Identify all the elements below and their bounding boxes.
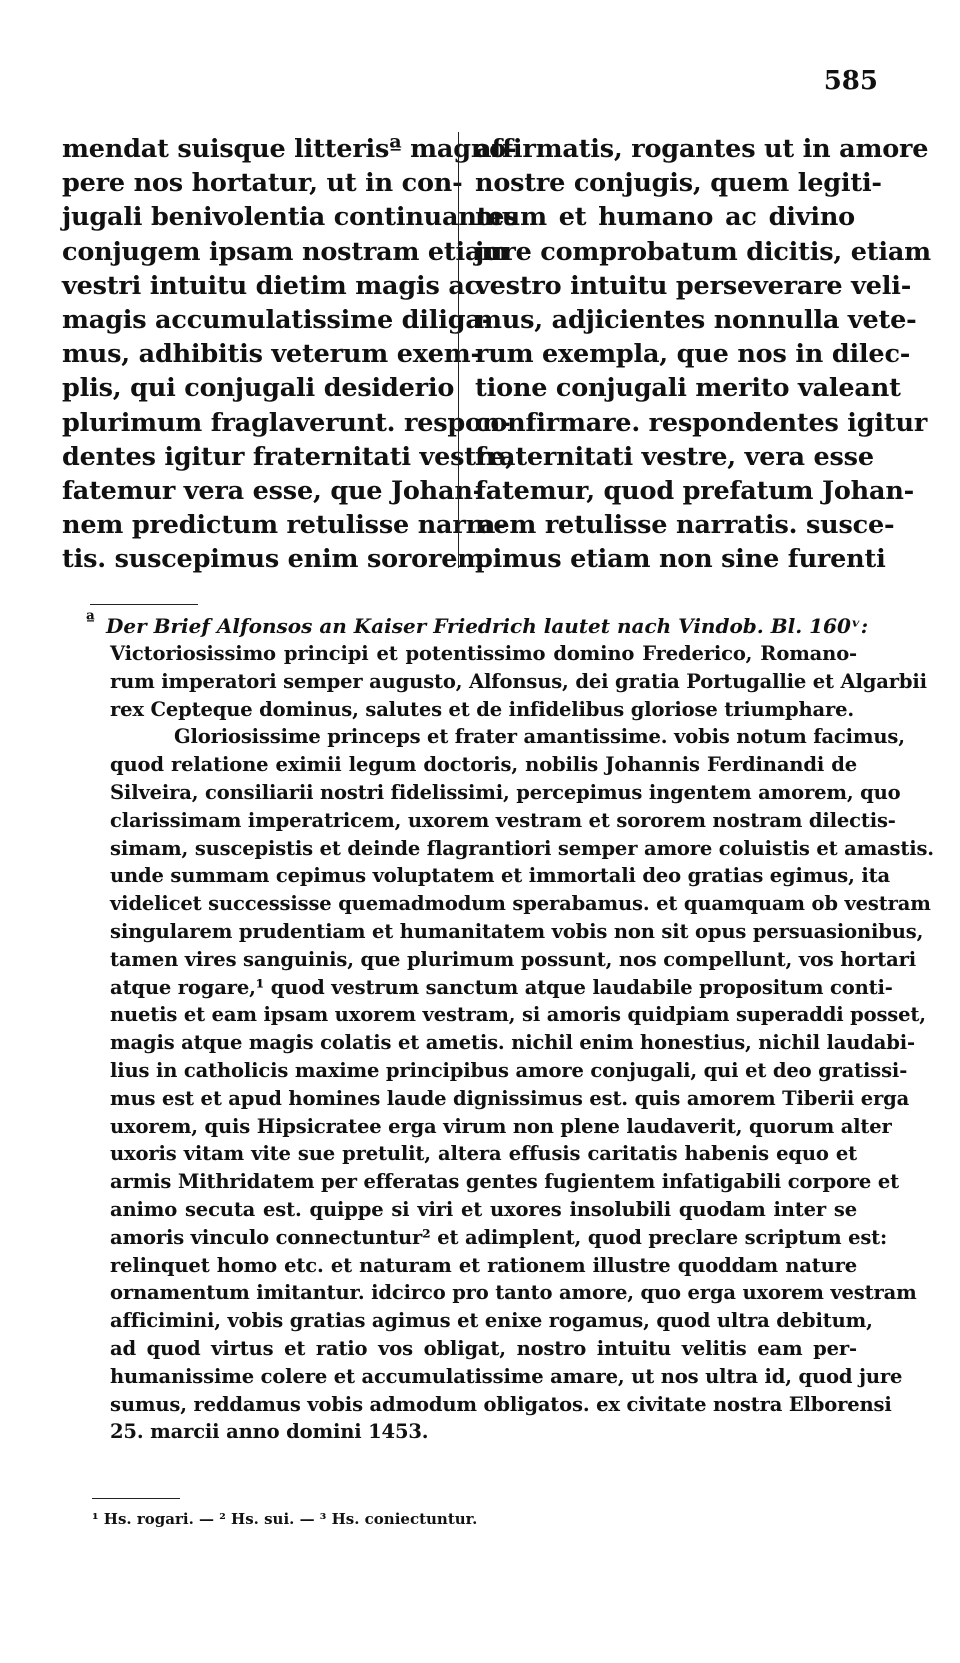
text-line: dentes igitur fraternitati vestre,: [62, 441, 514, 472]
footnote-text: [110, 640, 934, 1446]
text-line: amoris vinculo connectuntur² et adimplent, quod preclare scriptum est:: [110, 1225, 888, 1249]
text-line: mus, adjicientes nonnulla vete-: [475, 305, 917, 336]
text-line: clarissimam imperatricem, uxorem vestram et sororem nostram dilectis-: [110, 808, 896, 832]
left-column: [62, 132, 519, 577]
text-line: vestri intuitu dietim magis ac: [62, 270, 480, 301]
footnote-rule-secondary: [92, 1498, 180, 1499]
text-line: jure comprobatum dicitis, etiam: [475, 236, 931, 267]
text-line: animo secuta est. quippe si viri et uxores insolubili quodam inter se: [110, 1197, 857, 1221]
text-line: atque rogare,¹ quod vestrum sanctum atque laudabile propositum conti-: [110, 975, 893, 999]
text-line: fatemur, quod prefatum Johan-: [475, 476, 915, 507]
text-line: tione conjugali merito valeant: [475, 373, 901, 404]
text-line: Silveira, consiliarii nostri fidelissimi, percepimus ingentem amorem, quo: [110, 780, 901, 804]
text-line: pimus etiam non sine furenti: [475, 544, 886, 575]
text-line: quod relatione eximii legum doctoris, nobilis Johannis Ferdinandi de: [110, 753, 857, 777]
text-line: conjugem ipsam nostram etiam: [62, 236, 509, 267]
text-line: relinquet homo etc. et naturam et rationem illustre quoddam nature: [110, 1253, 857, 1277]
text-line: mus est et apud homines laude dignissimus est. quis amorem Tiberii erga: [110, 1086, 910, 1110]
text-line: lius in catholicis maxime principibus amore conjugali, qui et deo gratissi-: [110, 1058, 908, 1082]
text-line: rex Cepteque dominus, salutes et de infidelibus gloriose triumphare.: [110, 697, 855, 721]
footnote-rule: [90, 604, 198, 605]
text-line: Gloriosissime princeps et frater amantissime. vobis notum facimus,: [174, 725, 905, 749]
text-line: mendat suisque litterisª magno-: [62, 134, 517, 164]
text-line: afficimini, vobis gratias agimus et enixe rogamus, quod ultra debitum,: [110, 1309, 873, 1333]
text-line: magis accumulatissime diliga-: [62, 305, 493, 336]
text-line: rum exempla, que nos in dilec-: [475, 339, 911, 370]
text-line: humanissime colere et accumulatissime amare, ut nos ultra id, quod jure: [110, 1364, 903, 1388]
text-line: fraternitati vestre, vera esse: [475, 441, 874, 472]
text-line: sumus, reddamus vobis admodum obligatos. ex civitate nostra Elborensi: [110, 1392, 892, 1416]
text-line: affirmatis, rogantes ut in amore: [475, 134, 929, 164]
apparatus-footnote: ¹ Hs. rogari. — ² Hs. sui. — ³ Hs. coniectuntur.: [92, 1510, 478, 1528]
text-line: pere nos hortatur, ut in con-: [62, 168, 463, 199]
text-line: rum imperatori semper augusto, Alfonsus, dei gratia Portugallie et Algarbii: [110, 669, 927, 693]
text-line: plurimum fraglaverunt. respon-: [62, 407, 511, 438]
text-line: tamen vires sanguinis, que plurimum possunt, nos compellunt, vos hortari: [110, 947, 917, 971]
text-line: vestro intuitu perseverare veli-: [475, 270, 912, 301]
text-line: singularem prudentiam et humanitatem vobis non sit opus persuasionibus,: [110, 919, 924, 943]
text-line: ornamentum imitantur. idcirco pro tanto amore, quo erga uxorem vestram: [110, 1281, 917, 1305]
text-line: 25. marcii anno domini 1453.: [110, 1420, 429, 1444]
footnote-heading: Der Brief Alfonsos an Kaiser Friedrich lautet nach Vindob. Bl. 160ᵛ:: [106, 614, 869, 638]
right-column: [475, 132, 931, 577]
text-line: plis, qui conjugali desiderio: [62, 373, 455, 404]
text-line: uxoris vitam vite sue pretulit, altera effusis caritatis habenis equo et: [110, 1142, 857, 1166]
text-line: nostre conjugis, quem legiti-: [475, 168, 882, 199]
text-line: confirmare. respondentes igitur: [475, 407, 928, 438]
text-line: armis Mithridatem per efferatas gentes fugientem infatigabili corpore et: [110, 1170, 899, 1194]
text-line: nem predictum retulisse narra-: [62, 510, 506, 541]
text-line: simam, suscepistis et deinde flagrantiori semper amore coluistis et amastis.: [110, 836, 934, 860]
text-line: unde summam cepimus voluptatem et immortali deo gratias egimus, ita: [110, 864, 891, 888]
text-line: mus, adhibitis veterum exem-: [62, 339, 481, 370]
text-line: fatemur vera esse, que Johan-: [62, 476, 484, 507]
text-line: nem retulisse narratis. susce-: [475, 510, 895, 541]
text-line: mum et humano ac divino: [475, 202, 855, 233]
text-line: Victoriosissimo principi et potentissimo domino Frederico, Romano-: [110, 642, 857, 665]
footnote-marker: ª: [86, 610, 95, 631]
text-line: ad quod virtus et ratio vos obligat, nostro intuitu velitis eam per-: [110, 1336, 857, 1360]
page-number: 585: [823, 66, 878, 96]
text-line: tis. suscepimus enim sororem: [62, 544, 485, 575]
text-line: jugali benivolentia continuantes: [62, 202, 519, 233]
text-line: magis atque magis colatis et ametis. nichil enim honestius, nichil laudabi-: [110, 1031, 915, 1055]
text-line: uxorem, quis Hipsicratee erga virum non plene laudaverit, quorum alter: [110, 1114, 892, 1138]
text-line: nuetis et eam ipsam uxorem vestram, si amoris quidpiam superaddi posset,: [110, 1003, 926, 1027]
column-divider: [458, 132, 460, 568]
text-line: videlicet successisse quemadmodum sperabamus. et quamquam ob vestram: [110, 892, 931, 916]
